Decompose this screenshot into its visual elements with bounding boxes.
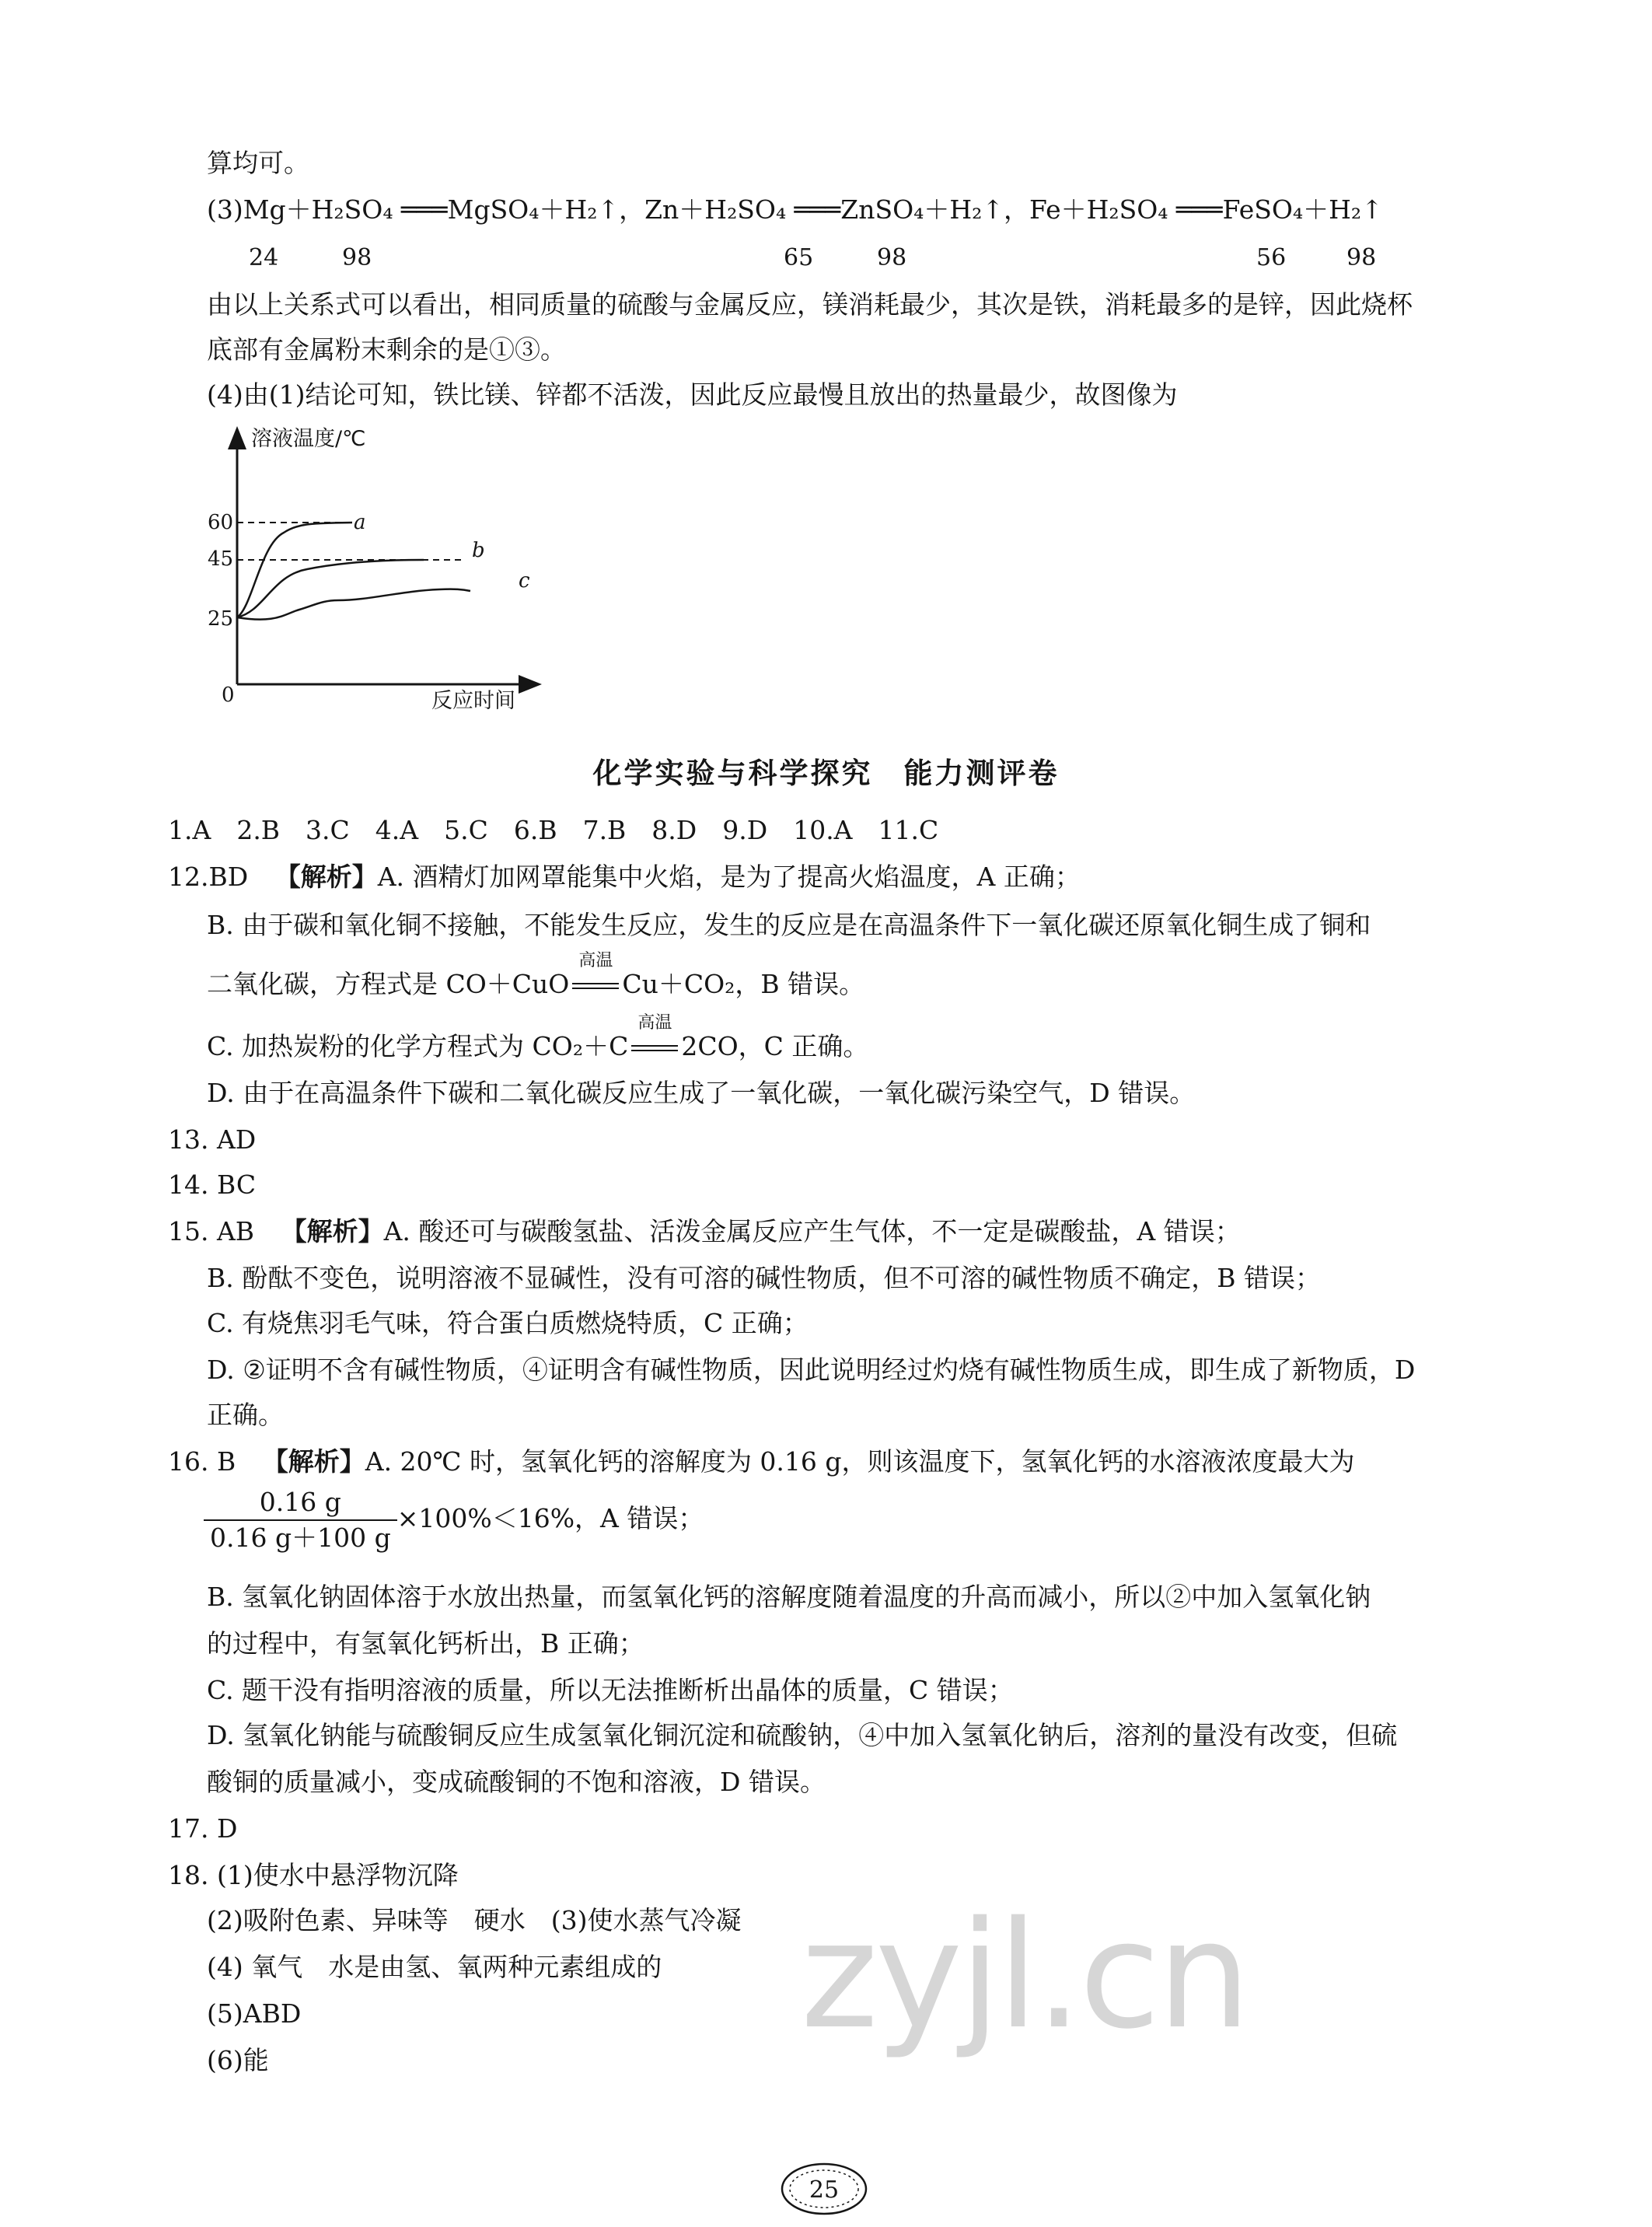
mass-label: 98	[1346, 244, 1377, 271]
answer-12	[168, 860, 1081, 894]
text-line: (4)由(1)结论可知，铁比镁、锌都不活泼，因此反应最慢且放出的热量最少，故图像为	[207, 379, 1178, 410]
series-b-label: b	[472, 539, 485, 562]
answer-15	[168, 1215, 1241, 1249]
mass-label: 24	[249, 244, 279, 271]
reaction-condition	[569, 951, 622, 1002]
answer-number: 16. B	[168, 1446, 236, 1477]
text-line: (5)ABD	[207, 1998, 302, 2029]
eq-text: 2CO，C 正确。	[681, 1031, 869, 1061]
text-line: 底部有金属粉末剩余的是①③。	[207, 334, 566, 365]
temperature-chart	[198, 420, 571, 715]
mass-label: 98	[877, 244, 907, 271]
analysis-tag: 【解析】	[262, 1446, 365, 1477]
series-c-label: c	[519, 569, 530, 593]
text-line: C. 有烧焦羽毛气味，符合蛋白质燃烧特质，C 正确；	[207, 1308, 809, 1338]
answers-1-11: 1.A 2.B 3.C 4.A 5.C 6.B 7.B 8.D 9.D 10.A 11.C	[168, 815, 939, 845]
equation-line	[207, 1013, 869, 1064]
fraction-denominator: 0.16 g＋100 g	[210, 1523, 391, 1553]
text-line: 酸铜的质量减小，变成硫酸铜的不饱和溶液，D 错误。	[207, 1767, 826, 1797]
text-line: D. 由于在高温条件下碳和二氧化碳反应生成了一氧化碳，一氧化碳污染空气，D 错误。	[207, 1078, 1196, 1108]
text-line: D. 氢氧化钠能与硫酸铜反应生成氢氧化铜沉淀和硫酸钠，④中加入氢氧化钠后，溶剂的量没有改变，但硫	[207, 1720, 1398, 1750]
equation-line: (3)Mg＋H₂SO₄ ═══MgSO₄＋H₂↑，Zn＋H₂SO₄ ═══ZnSO₄＋H₂↑，Fe＋H₂SO₄ ═══FeSO₄＋H₂↑	[207, 194, 1383, 225]
answer-text: A. 20℃ 时，氢氧化钙的溶解度为 0.16 g，则该温度下，氢氧化钙的水溶液浓度最大为	[365, 1446, 1355, 1477]
fraction-numerator: 0.16 g	[204, 1485, 397, 1521]
fraction-line	[204, 1485, 704, 1555]
text-line: B. 氢氧化钠固体溶于水放出热量，而氢氧化钙的溶解度随着温度的升高而减小，所以②中加入氢氧化钠	[207, 1582, 1371, 1612]
text-line: (2)吸附色素、异味等 硬水 (3)使水蒸气冷凝	[207, 1905, 742, 1935]
curve-b	[237, 560, 424, 617]
text-line: C. 题干没有指明溶液的质量，所以无法推断析出晶体的质量，C 错误；	[207, 1675, 1014, 1705]
text-line: 由以上关系式可以看出，相同质量的硫酸与金属反应，镁消耗最少，其次是铁，消耗最多的是锌，因此烧杯	[207, 289, 1413, 320]
y-axis-label: 溶液温度/℃	[251, 427, 366, 451]
text-line: B. 酚酞不变色，说明溶液不显碱性，没有可溶的碱性物质，但不可溶的碱性物质不确定，B 错误；	[207, 1263, 1321, 1293]
condition-label: 高温	[578, 951, 613, 970]
curve-a	[237, 523, 352, 617]
answer-16	[168, 1445, 1355, 1479]
origin-label: 0	[222, 683, 235, 707]
mass-label: 65	[784, 244, 814, 271]
answer-number: 12.BD	[168, 862, 249, 892]
fraction	[204, 1485, 397, 1555]
reaction-condition	[628, 1013, 681, 1064]
analysis-tag: 【解析】	[274, 862, 378, 892]
x-axis-label: 反应时间	[431, 689, 515, 713]
answer-number: 15. AB	[168, 1216, 255, 1246]
y-tick-60: 60	[208, 511, 234, 534]
analysis-tag: 【解析】	[281, 1216, 384, 1246]
text-line: (6)能	[207, 2045, 269, 2075]
answer-text: A. 酸还可与碳酸氢盐、活泼金属反应产生气体，不一定是碳酸盐，A 错误；	[383, 1216, 1241, 1246]
section-title: 化学实验与科学探究 能力测评卷	[592, 757, 1060, 790]
series-a-label: a	[354, 511, 366, 534]
mass-label: 98	[342, 244, 372, 271]
answer-13: 13. AD	[168, 1124, 257, 1155]
page-number: 25	[809, 2176, 840, 2204]
text-line: 正确。	[207, 1400, 284, 1430]
answer-14: 14. BC	[168, 1169, 257, 1200]
answer-text: ×100%＜16%，A 错误；	[396, 1503, 704, 1533]
text-line: 算均可。	[207, 148, 309, 178]
equation-line	[207, 951, 865, 1002]
curve-c	[237, 589, 470, 620]
y-tick-45: 45	[208, 547, 234, 571]
eq-text: 二氧化碳，方程式是 CO＋CuO	[207, 969, 570, 999]
answer-text: A. 酒精灯加网罩能集中火焰，是为了提高火焰温度，A 正确；	[377, 862, 1081, 892]
text-line: D. ②证明不含有碱性物质，④证明含有碱性物质，因此说明经过灼烧有碱性物质生成，即生成了新物质，D	[207, 1355, 1416, 1385]
watermark: zyjl.cn	[801, 1890, 1249, 2061]
page-number-badge	[777, 2162, 871, 2216]
text-line: 的过程中，有氢氧化钙析出，B 正确；	[207, 1628, 644, 1659]
eq-text: Cu＋CO₂，B 错误。	[622, 969, 865, 999]
text-line: (4) 氧气 水是由氢、氧两种元素组成的	[207, 1952, 662, 1982]
y-tick-25: 25	[208, 607, 234, 631]
mass-label: 56	[1256, 244, 1287, 271]
condition-label: 高温	[637, 1013, 672, 1033]
answer-17: 17. D	[168, 1813, 238, 1844]
answer-18: 18. (1)使水中悬浮物沉降	[168, 1860, 459, 1890]
text-line: B. 由于碳和氧化铜不接触，不能发生反应，发生的反应是在高温条件下一氧化碳还原氧化铜生成了铜和	[207, 910, 1371, 940]
eq-text: C. 加热炭粉的化学方程式为 CO₂＋C	[207, 1031, 629, 1061]
